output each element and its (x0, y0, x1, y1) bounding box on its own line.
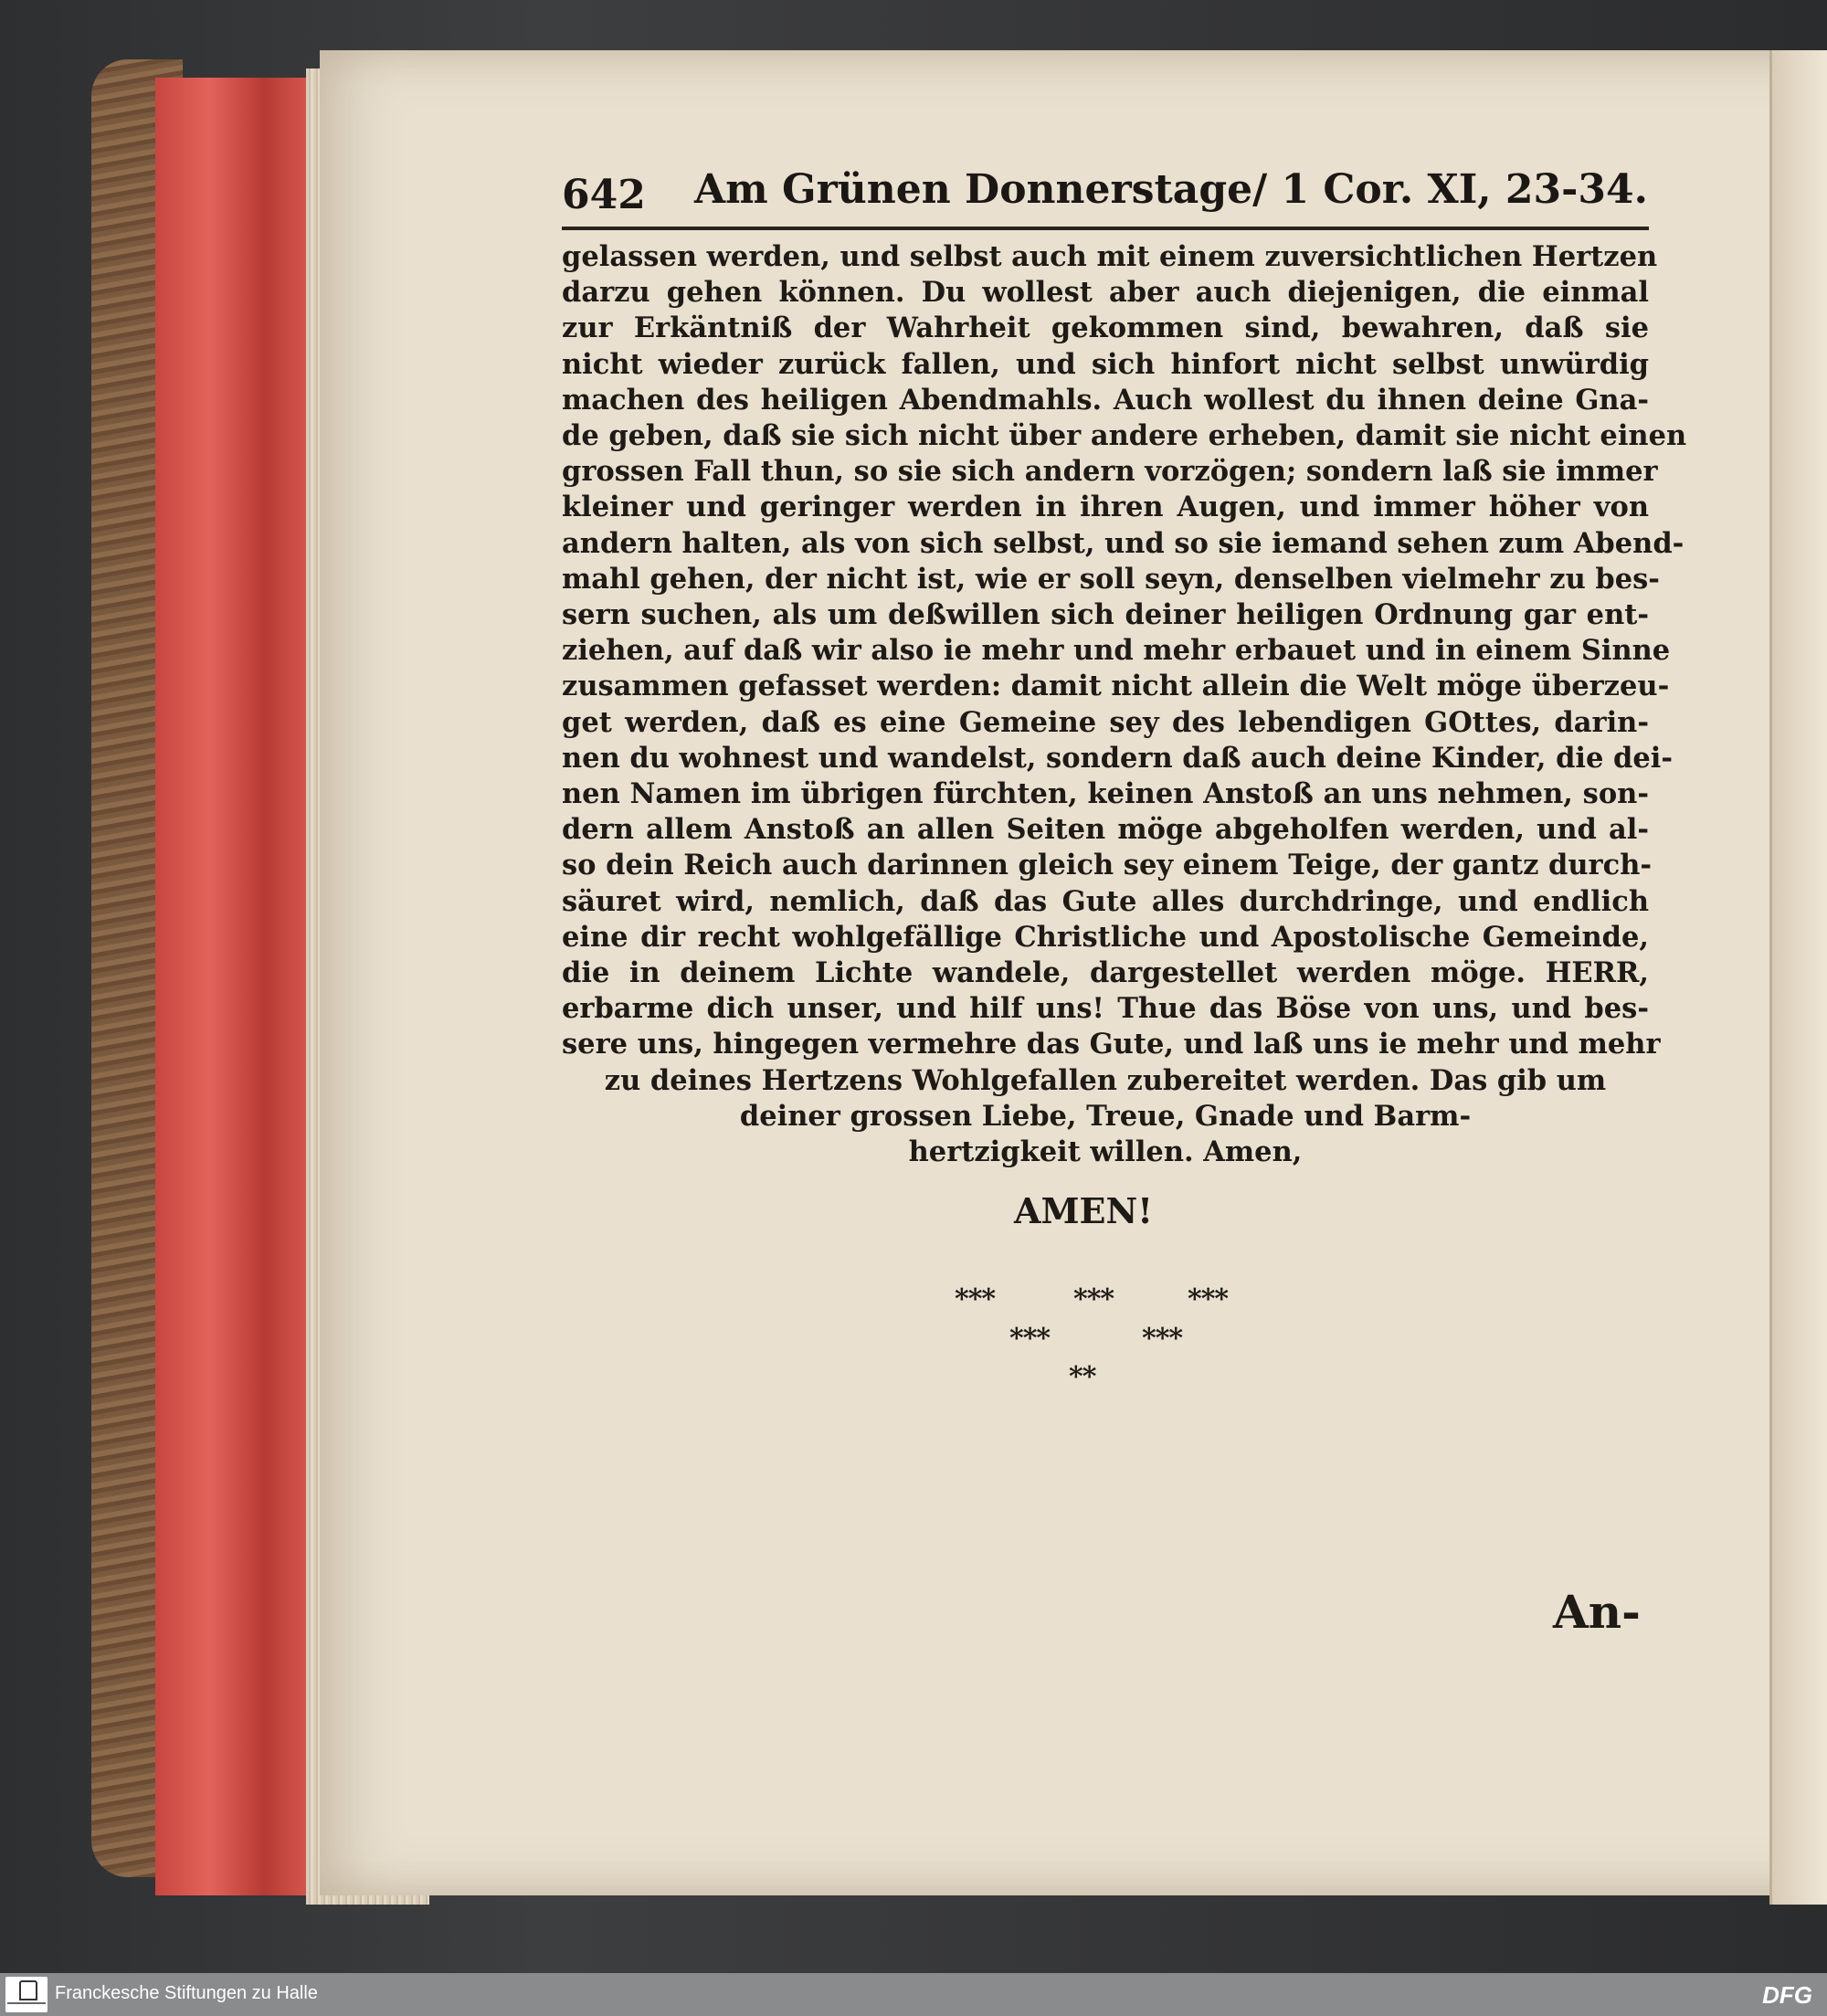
text-line: dern allem Anstoß an allen Seiten möge abgeholfen werden, und al- (562, 813, 1649, 847)
text-line: machen des heiligen Abendmahls. Auch wollest du ihnen deine Gna- (562, 383, 1649, 417)
text-line: säuret wird, nemlich, daß das Gute alles durchdringe, und endlich (562, 884, 1649, 918)
text-line: get werden, daß es eine Gemeine sey des lebendigen GOttes, darin- (562, 705, 1649, 739)
facing-page-edge (1769, 50, 1827, 1905)
closing-line: deiner grossen Liebe, Treue, Gnade und Barm- (739, 1099, 1472, 1133)
asterism-ornament: *** (1142, 1323, 1183, 1355)
text-line: andern halten, als von sich selbst, und so sie iemand sehen zum Abend- (562, 526, 1684, 560)
header-rule (562, 227, 1649, 230)
page-edge-red (155, 78, 311, 1895)
text-line: erbarme dich unser, und hilf uns! Thue das Böse von uns, und bes- (562, 992, 1649, 1026)
body-text (562, 239, 1687, 1170)
asterism-ornament: *** (1188, 1283, 1229, 1315)
logo-caption-rule (7, 2002, 46, 2004)
text-line: eine dir recht wohlgefällige Christliche und Apostolische Gemeinde, (562, 920, 1649, 954)
text-line: darzu gehen können. Du wollest aber auch diejenigen, die einmal (562, 276, 1649, 310)
building-icon (19, 1980, 37, 2000)
text-line: zusammen gefasset werden: damit nicht allein die Welt möge überzeu- (562, 670, 1670, 703)
catchword: An- (1553, 1585, 1641, 1639)
text-line: gelassen werden, und selbst auch mit einem zuversichtlichen Hertzen (562, 240, 1658, 273)
text-line: nen Namen im übrigen fürchten, keinen Anstoß an uns nehmen, son- (562, 777, 1649, 811)
text-line: zur Erkäntniß der Wahrheit gekommen sind, bewahren, daß sie (562, 311, 1649, 345)
text-line: kleiner und geringer werden in ihren Augen, und immer höher von (562, 491, 1649, 524)
text-line: ziehen, auf daß wir also ie mehr und mehr erbauet und in einem Sinne (562, 634, 1671, 668)
viewer-footer (0, 1973, 1827, 2016)
closing-line: hertzigkeit willen. Amen, (908, 1135, 1303, 1169)
text-line: de geben, daß sie sich nicht über andere erheben, damit sie nicht einen (562, 419, 1687, 453)
amen-line: AMEN! (1014, 1190, 1153, 1231)
asterism-ornament: ** (1069, 1361, 1096, 1393)
page-number: 642 (562, 172, 646, 218)
dfg-logo: DFG (1762, 1981, 1812, 2009)
asterism-ornament: *** (955, 1283, 996, 1315)
text-line: nen du wohnest und wandelst, sondern daß auch deine Kinder, die dei- (562, 741, 1674, 775)
closing-line: zu deines Hertzens Wohlgefallen zubereitet werden. Das gib um (604, 1063, 1607, 1097)
text-line: so dein Reich auch darinnen gleich sey einem Teige, der gantz durch- (562, 849, 1653, 882)
institution-name: Franckesche Stiftungen zu Halle (55, 1983, 318, 2003)
text-line: sere uns, hingegen vermehre das Gute, und laß uns ie mehr und mehr (562, 1028, 1661, 1061)
text-line: sern suchen, als um deßwillen sich deiner heiligen Ordnung gar ent- (562, 598, 1649, 632)
text-line: nicht wieder zurück fallen, und sich hinfort nicht selbst unwürdig (562, 347, 1649, 381)
institution-logo-icon (5, 1977, 48, 2012)
running-title: Am Grünen Donnerstage/ 1 Cor. XI, 23-34. (694, 166, 1648, 213)
asterism-ornament: *** (1009, 1323, 1051, 1355)
running-header (562, 166, 1649, 230)
text-line: grossen Fall thun, so sie sich andern vorzögen; sondern laß sie immer (562, 455, 1658, 489)
text-line: die in deinem Lichte wandele, dargestellet werden möge. HERR, (562, 956, 1649, 990)
asterism-ornament: *** (1073, 1283, 1114, 1315)
text-line: mahl gehen, der nicht ist, wie er soll seyn, denselben vielmehr zu bes- (562, 562, 1660, 596)
